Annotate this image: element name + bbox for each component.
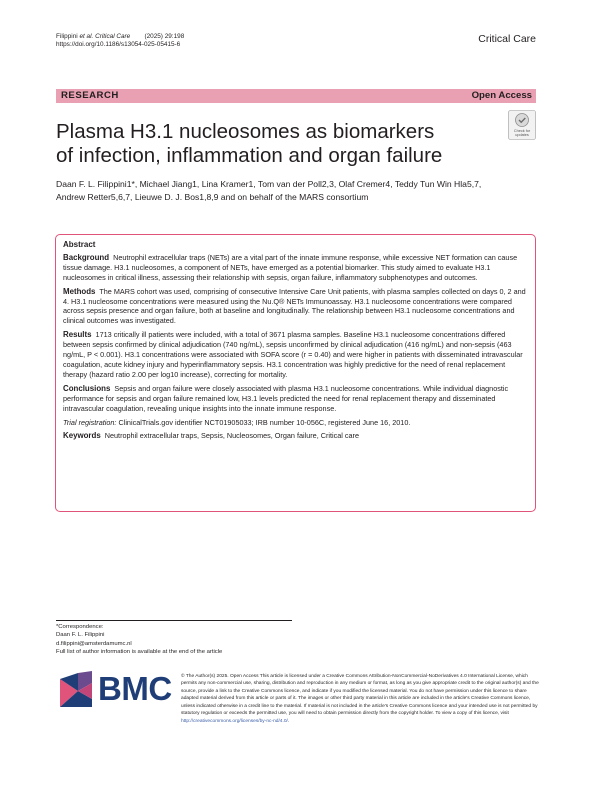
author-info-note: Full list of author information is available at the end of the article — [56, 648, 223, 655]
citation-author: Filippini — [56, 33, 80, 40]
title-line-1: Plasma H3.1 nucleosomes as biomarkers — [56, 120, 435, 143]
license-text — [181, 673, 539, 725]
correspondence-email[interactable]: d.filippini@amsterdamumc.nl — [56, 640, 132, 647]
license-link[interactable]: http://creativecommons.org/licenses/by-nc-nd/4.0/ — [181, 718, 288, 724]
check-updates-text-1: Check for — [513, 129, 531, 133]
trial-text: ClinicalTrials.gov identifier NCT01905033; IRB number 10-056C, registered June 16, 2010. — [118, 417, 411, 427]
article-type-band — [56, 89, 536, 103]
methods-heading: Methods — [63, 286, 96, 296]
conclusions-heading: Conclusions — [63, 383, 111, 393]
background-heading: Background — [63, 252, 110, 262]
author-line-1: Daan F. L. Filippini1*, Michael Jiang1, Lina Kramer1, Tom van der Poll2,3, Olaf Cremer4, Teddy Tun Win Hla5,7, — [56, 179, 482, 189]
citation-journal: et al. Critical Care — [79, 33, 131, 40]
footnote-divider — [56, 620, 292, 621]
article-type-label: RESEARCH — [61, 90, 119, 101]
abstract-background — [63, 253, 529, 283]
background-text: Neutrophil extracellular traps (NETs) are a vital part of the innate immune response, while excessive NET formation can cause tissue damage. H3.1 nucleosomes, a component of NETs, have emerged as a potential biomarker. This study aimed to evaluate H3.1 nucleosomes in critical illness, assessing their relationship with sepsis, organ failure, inflammatory subphenotypes and outcomes. — [63, 252, 518, 282]
abstract-methods — [63, 287, 529, 327]
conclusions-text: Sepsis and organ failure were closely associated with plasma H3.1 nucleosome concentrations. While individual diagnostic performance for sepsis and organ failure remained low, H3.1 levels predicted the need for renal replacement therapy and disseminated intravascular coagulation, revealing unique insights into the innate immune response. — [63, 383, 509, 413]
bmc-logo — [58, 669, 172, 709]
abstract-conclusions — [63, 384, 529, 414]
keywords-text: Neutrophil extracellular traps, Sepsis, Nucleosomes, Organ failure, Critical care — [104, 431, 360, 441]
trial-heading: Trial registration: — [63, 417, 117, 427]
author-list — [56, 178, 526, 203]
abstract-keywords — [63, 431, 529, 441]
open-access-label: Open Access — [471, 90, 532, 101]
author-line-2: Andrew Retter5,6,7, Lieuwe D. J. Bos1,8,9 and on behalf of the MARS consortium — [56, 191, 369, 202]
methods-text: The MARS cohort was used, comprising of consecutive Intensive Care Unit patients, with plasma samples collected on days 0, 2 and 4. H3.1 nucleosome concentrations were measured using the Nu.Q® NETs Immunoassay. H3.1 nucleosome concentrations were compared across sepsis presence and organ failure, both at baseline and longitudinally. The relationship between H3.1 nucleosome concentrations and clinical outcomes was investigated. — [63, 286, 526, 326]
abstract-results — [63, 330, 529, 380]
doi-link[interactable]: https://doi.org/10.1186/s13054-025-05415-6 — [56, 41, 181, 48]
journal-name: Critical Care — [478, 33, 536, 45]
abstract-box — [55, 234, 536, 512]
title-line-2: of infection, inflammation and organ failure — [56, 144, 443, 167]
abstract-trial-registration — [63, 418, 529, 428]
article-title — [56, 120, 476, 168]
results-heading: Results — [63, 330, 92, 340]
keywords-heading: Keywords — [63, 431, 101, 441]
correspondence-label: *Correspondence: — [56, 624, 104, 630]
license-end: . — [287, 718, 290, 724]
bmc-logo-text: BMC — [98, 670, 172, 707]
citation-line — [56, 33, 184, 41]
correspondence-name: Daan F. L. Filippini — [56, 632, 105, 639]
license-body: © The Author(s) 2025. Open Access This article is licensed under a Creative Commons Attribution-NonCommercial-NoDerivatives 4.0 International License, which permits any non-commercial use, sharing, distribution and reproduction in any medium or format, as long as you give appropriate credit to the original author(s) and the source, provide a link to the Creative Commons licence, and indicate if you modified the licensed material. You do not have permission under this licence to share adapted material derived from this article or parts of it. The images or other third party material in this article are included in the article's Creative Commons licence, unless indicated otherwise in a credit line to the material. If material is not included in the article's Creative Commons licence and your intended use is not permitted by statutory regulation or exceeds the permitted use, you will need to obtain permission directly from the copyright holder. To view a copy of this licence, visit — [181, 674, 539, 717]
check-updates-text-2: updates — [515, 133, 529, 138]
correspondence-block — [56, 623, 296, 656]
abstract-heading: Abstract — [63, 240, 96, 249]
results-text: 1713 critically ill patients were included, with a total of 3671 plasma samples. Baseline H3.1 nucleosome concentrations differed between sepsis confirmed by clinical adjudication (740 ng/mL), sepsis unconfirmed by clinical adjudication (416 ng/mL) and non-sepsis (463 ng/mL, P < 0.001). H3.1 concentrations were associated with SOFA score (r = 0.40) and were higher in patients with disseminated intravascular coagulation, acute kidney injury and hyperinflammatory sepsis. H3.1 concentration was highly predictive for the need of renal replacement therapy (hazard ratio 2.00 per log10 increase), correcting for mortality. — [63, 330, 523, 379]
citation-volume: (2025) 29:198 — [130, 33, 185, 40]
check-for-updates-button[interactable] — [508, 110, 536, 140]
